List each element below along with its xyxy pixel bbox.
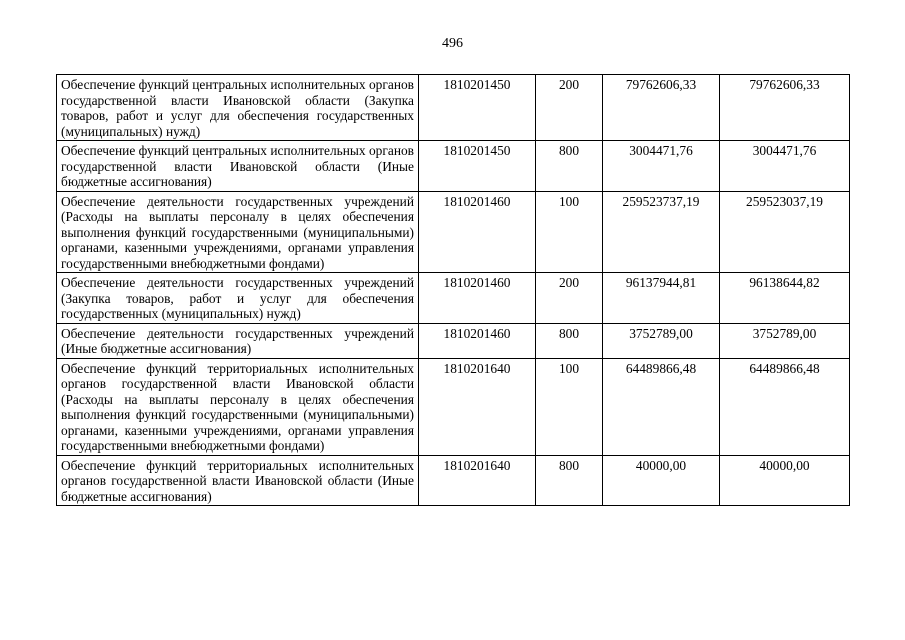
row-target-code: 1810201450: [419, 141, 536, 192]
row-expense-type: 200: [536, 75, 603, 141]
row-target-code: 1810201460: [419, 323, 536, 358]
row-expense-type: 100: [536, 358, 603, 455]
row-amount-1: 259523737,19: [603, 191, 720, 273]
row-expense-type: 100: [536, 191, 603, 273]
table-row: [57, 273, 850, 324]
row-expense-type: 200: [536, 273, 603, 324]
row-description: Обеспечение функций центральных исполнительных органов государственной власти Ивановской области (Иные бюджетные ассигнования): [57, 141, 419, 192]
table-row: [57, 455, 850, 506]
row-expense-type: 800: [536, 141, 603, 192]
row-amount-2: 79762606,33: [720, 75, 850, 141]
row-expense-type: 800: [536, 455, 603, 506]
row-amount-1: 64489866,48: [603, 358, 720, 455]
table-row: [57, 323, 850, 358]
row-amount-2: 40000,00: [720, 455, 850, 506]
row-target-code: 1810201450: [419, 75, 536, 141]
row-amount-2: 64489866,48: [720, 358, 850, 455]
table-row: [57, 141, 850, 192]
row-target-code: 1810201640: [419, 455, 536, 506]
row-amount-1: 3752789,00: [603, 323, 720, 358]
row-expense-type: 800: [536, 323, 603, 358]
row-target-code: 1810201460: [419, 191, 536, 273]
row-amount-1: 79762606,33: [603, 75, 720, 141]
row-amount-1: 3004471,76: [603, 141, 720, 192]
table-row: [57, 75, 850, 141]
row-description: Обеспечение функций территориальных исполнительных органов государственной власти Ивановской области (Расходы на выплаты персоналу в целях обеспечения выполнения функций государственными (муниципальными) органами, казенными учреждениями, органами управления государственными внебюджетными фондами): [57, 358, 419, 455]
row-description: Обеспечение деятельности государственных учреждений (Иные бюджетные ассигнования): [57, 323, 419, 358]
row-description: Обеспечение деятельности государственных учреждений (Расходы на выплаты персоналу в целях обеспечения выполнения функций государственными (муниципальными) органами, казенными учреждениями, органами управления государственными внебюджетными фондами): [57, 191, 419, 273]
table-row: [57, 191, 850, 273]
budget-table: [56, 74, 850, 506]
row-amount-2: 3004471,76: [720, 141, 850, 192]
row-description: Обеспечение функций территориальных исполнительных органов государственной власти Ивановской области (Иные бюджетные ассигнования): [57, 455, 419, 506]
row-amount-2: 96138644,82: [720, 273, 850, 324]
row-description: Обеспечение функций центральных исполнительных органов государственной власти Ивановской области (Закупка товаров, работ и услуг для обеспечения государственных (муниципальных) нужд): [57, 75, 419, 141]
page-number: 496: [442, 36, 463, 51]
row-amount-2: 259523037,19: [720, 191, 850, 273]
table-row: [57, 358, 850, 455]
row-amount-2: 3752789,00: [720, 323, 850, 358]
row-target-code: 1810201460: [419, 273, 536, 324]
row-target-code: 1810201640: [419, 358, 536, 455]
row-description: Обеспечение деятельности государственных учреждений (Закупка товаров, работ и услуг для обеспечения государственных (муниципальных) нужд): [57, 273, 419, 324]
row-amount-1: 96137944,81: [603, 273, 720, 324]
row-amount-1: 40000,00: [603, 455, 720, 506]
